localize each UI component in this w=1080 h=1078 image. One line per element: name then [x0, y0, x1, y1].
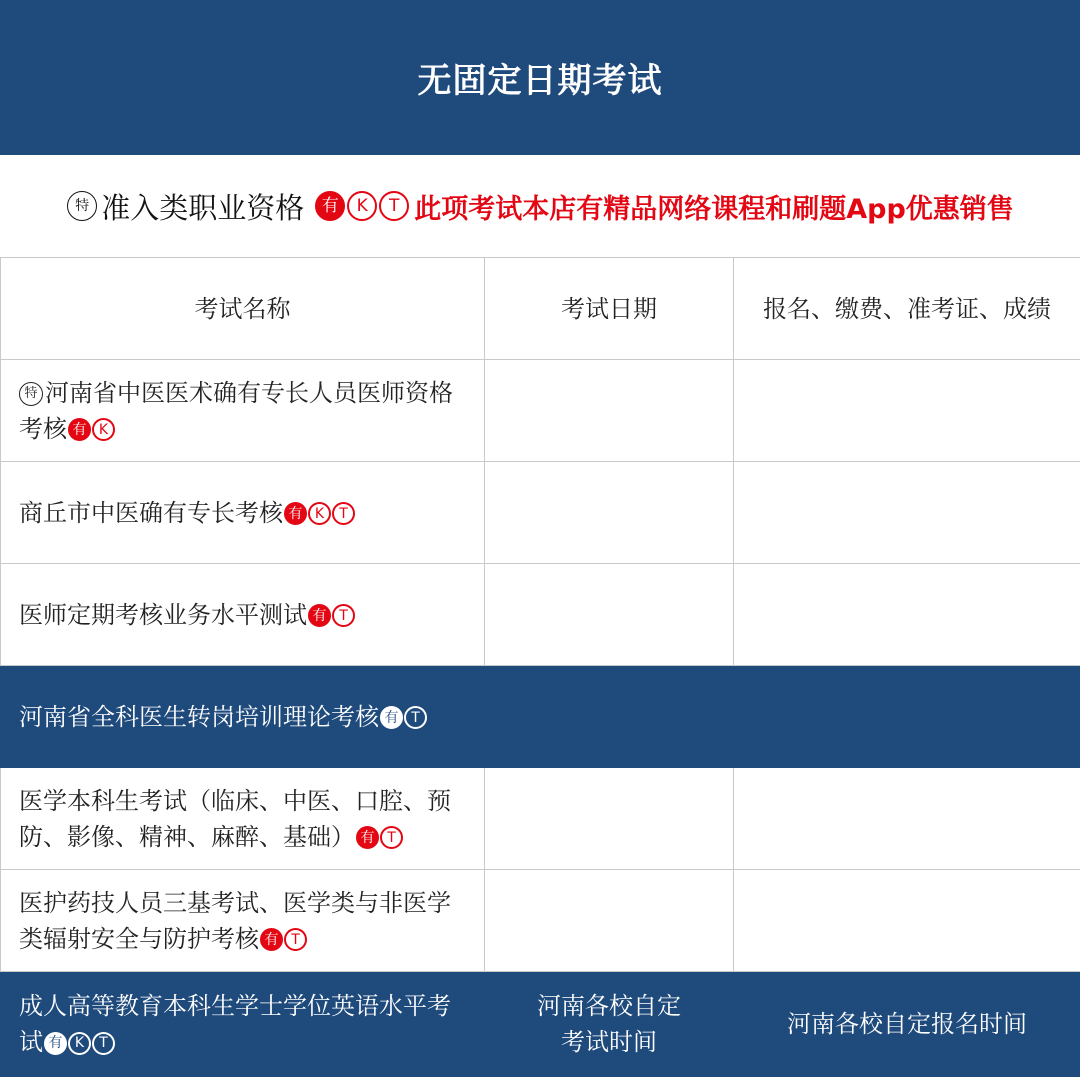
exam-badges [43, 1028, 115, 1056]
you-badge: 有 [44, 1032, 67, 1055]
k-badge: K [347, 191, 377, 221]
exam-name-cell [1, 666, 485, 768]
you-badge: 有 [68, 418, 91, 441]
exam-badges [283, 499, 355, 527]
t-badge: T [332, 604, 355, 627]
exam-date-cell [485, 870, 734, 972]
you-badge: 有 [315, 191, 345, 221]
exam-badges [259, 925, 307, 953]
table-row [1, 768, 1080, 870]
registration-cell: 河南各校自定报名时间 [734, 972, 1080, 1077]
exam-name-cell [1, 462, 485, 564]
table-row [1, 564, 1080, 666]
exam-date-cell [485, 768, 734, 870]
k-badge: K [92, 418, 115, 441]
you-badge: 有 [284, 502, 307, 525]
exam-date-cell [485, 666, 734, 768]
table-header-row [1, 258, 1080, 360]
you-badge: 有 [356, 826, 379, 849]
category-label: 准入类职业资格 [101, 190, 305, 225]
exam-date-cell: 河南各校自定考试时间 [485, 972, 734, 1077]
table-row [1, 666, 1080, 768]
t-badge: T [332, 502, 355, 525]
te-mark: 特 [19, 382, 43, 406]
you-badge: 有 [380, 706, 403, 729]
exam-badges [355, 823, 403, 851]
registration-cell [734, 360, 1080, 462]
promo-text: 此项考试本店有精品网络课程和刷题App优惠销售 [414, 193, 1014, 225]
exam-badges [67, 415, 115, 443]
exam-name: 医师定期考核业务水平测试 [19, 600, 307, 629]
exam-name: 医护药技人员三基考试、医学类与非医学类辐射安全与防护考核 [19, 888, 451, 953]
you-badge: 有 [308, 604, 331, 627]
te-mark: 特 [67, 191, 97, 221]
exam-name-cell [1, 972, 485, 1077]
table-row [1, 870, 1080, 972]
exam-name: 医学本科生考试（临床、中医、口腔、预防、影像、精神、麻醉、基础） [19, 786, 451, 851]
t-badge: T [92, 1032, 115, 1055]
exam-name-cell [1, 360, 485, 462]
you-badge: 有 [260, 928, 283, 951]
header-exam-date: 考试日期 [485, 258, 734, 360]
registration-cell [734, 870, 1080, 972]
header-exam-name: 考试名称 [1, 258, 485, 360]
exam-name: 商丘市中医确有专长考核 [19, 498, 283, 527]
exam-name: 河南省全科医生转岗培训理论考核 [19, 702, 379, 731]
exam-date-cell [485, 360, 734, 462]
registration-cell [734, 462, 1080, 564]
t-badge: T [380, 826, 403, 849]
exam-date-cell [485, 564, 734, 666]
exam-badges [307, 601, 355, 629]
page-title: 无固定日期考试 [0, 0, 1080, 155]
registration-cell [734, 564, 1080, 666]
exam-name: 成人高等教育本科生学士学位英语水平考试 [19, 992, 451, 1056]
category-banner [0, 155, 1080, 258]
t-badge: T [284, 928, 307, 951]
exam-name-cell [1, 768, 485, 870]
table-row [1, 972, 1080, 1077]
registration-cell [734, 666, 1080, 768]
t-badge: T [404, 706, 427, 729]
t-badge: T [379, 191, 409, 221]
exam-name-cell [1, 870, 485, 972]
exam-badges [379, 703, 427, 731]
exam-table [0, 257, 1080, 1077]
table-row [1, 360, 1080, 462]
header-registration: 报名、缴费、准考证、成绩 [734, 258, 1080, 360]
k-badge: K [308, 502, 331, 525]
exam-name: 河南省中医医术确有专长人员医师资格考核 [19, 378, 453, 443]
exam-name-cell [1, 564, 485, 666]
exam-date-cell [485, 462, 734, 564]
table-row [1, 462, 1080, 564]
registration-cell [734, 768, 1080, 870]
k-badge: K [68, 1032, 91, 1055]
